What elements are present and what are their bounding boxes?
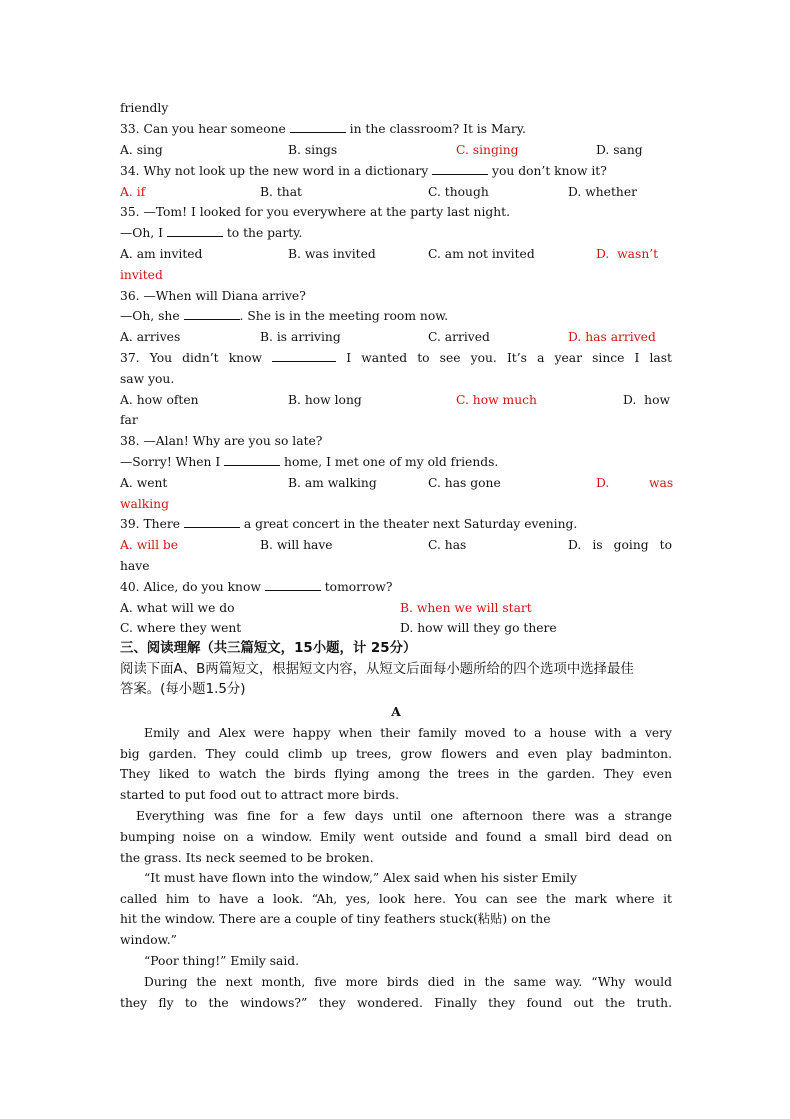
- option-d-answer-word: was: [649, 476, 674, 490]
- option-d: D. whether: [568, 185, 637, 199]
- question-38-options: [120, 473, 672, 493]
- passage-line: window.”: [120, 933, 177, 947]
- question-35-reply: —Oh, I to the party.: [120, 226, 303, 240]
- question-35-stem: 35. —Tom! I looked for you everywhere at the party last night.: [120, 205, 511, 219]
- passage-line: they fly to the windows?” they wondered. Finally they found out the truth.: [120, 996, 672, 1010]
- passage-line: “Poor thing!” Emily said.: [144, 954, 300, 968]
- option-b: B. how long: [288, 393, 362, 407]
- question-38-reply: —Sorry! When I home, I met one of my old friends.: [120, 455, 499, 469]
- question-36-options: [120, 327, 672, 347]
- question-40-options-row2: [120, 618, 672, 638]
- option-d-answer: D.: [596, 476, 610, 490]
- option-a: A. how often: [120, 393, 199, 407]
- option-b: B. will have: [260, 538, 333, 552]
- passage-line: the grass. Its neck seemed to be broken.: [120, 851, 374, 865]
- answer-blank: [265, 590, 321, 591]
- option-b: B. is arriving: [260, 330, 341, 344]
- passage-line: started to put food out to attract more birds.: [120, 788, 399, 802]
- option-d-continued: far: [120, 413, 138, 427]
- option-a: A. am invited: [120, 247, 203, 261]
- question-number: 33.: [120, 122, 140, 136]
- question-38-stem: 38. —Alan! Why are you so late?: [120, 434, 323, 448]
- question-34-stem: 34. Why not look up the new word in a dictionary you don’t know it?: [120, 164, 607, 178]
- option-d-answer-continued: walking: [120, 497, 169, 511]
- option-a: A. arrives: [120, 330, 181, 344]
- option-b: B. that: [260, 185, 302, 199]
- answer-blank: [184, 527, 240, 528]
- option-d-answer-continued: invited: [120, 268, 163, 282]
- question-35-options: [120, 244, 672, 264]
- question-37-stem-continued: saw you.: [120, 372, 175, 386]
- question-39-options: [120, 535, 672, 555]
- option-d: D. how: [623, 393, 670, 407]
- question-37-stem: 37. You didn’t know I wanted to see you. It’s a year since I last: [120, 351, 672, 365]
- option-c-answer: C. singing: [456, 143, 519, 157]
- question-40-options-row1: [120, 598, 672, 618]
- option-d: D. how will they go there: [400, 621, 557, 635]
- answer-blank: [290, 132, 346, 133]
- option-b: B. am walking: [288, 476, 377, 490]
- question-33-options: [120, 140, 672, 160]
- option-c: C. am not invited: [428, 247, 535, 261]
- option-c: C. has gone: [428, 476, 501, 490]
- option-b-answer: B. when we will start: [400, 601, 532, 615]
- answer-blank: [272, 361, 336, 362]
- option-d-continued: have: [120, 559, 150, 573]
- option-d: D. is going to: [568, 538, 672, 552]
- option-d-answer: D. wasn’t: [596, 247, 659, 261]
- top-fragment: friendly: [120, 101, 169, 115]
- answer-blank: [224, 465, 280, 466]
- question-36-reply: —Oh, she . She is in the meeting room now.: [120, 309, 449, 323]
- option-a-answer: A. if: [120, 185, 146, 199]
- section-instruction-continued: 答案。(每小题1.5分): [120, 682, 246, 697]
- option-a: A. sing: [120, 143, 163, 157]
- option-c: C. has: [428, 538, 467, 552]
- question-39-stem: 39. There a great concert in the theater next Saturday evening.: [120, 517, 578, 531]
- option-d-answer: D. has arrived: [568, 330, 656, 344]
- option-a: A. what will we do: [120, 601, 235, 615]
- option-a: A. went: [120, 476, 168, 490]
- passage-line: hit the window. There are a couple of tiny feathers stuck(粘贴) on the: [120, 912, 551, 926]
- passage-line: Everything was fine for a few days until one afternoon there was a strange: [136, 809, 672, 823]
- answer-blank: [167, 236, 223, 237]
- option-c: C. where they went: [120, 621, 242, 635]
- section-instruction: 阅读下面A、B两篇短文，根据短文内容，从短文后面每小题所给的四个选项中选择最佳: [120, 662, 634, 677]
- answer-blank: [184, 319, 240, 320]
- passage-line: During the next month, five more birds died in the same way. “Why would: [144, 975, 672, 989]
- passage-line: bumping noise on a window. Emily went outside and found a small bird dead on: [120, 830, 672, 844]
- option-c: C. though: [428, 185, 489, 199]
- passage-line: Emily and Alex were happy when their family moved to a house with a very: [144, 726, 672, 740]
- option-d: D. sang: [596, 143, 643, 157]
- passage-line: called him to have a look. “Ah, yes, look here. You can see the mark where it: [120, 892, 672, 906]
- passage-label: A: [391, 704, 401, 719]
- question-34-options: [120, 182, 672, 202]
- option-c: C. arrived: [428, 330, 490, 344]
- option-c-answer: C. how much: [456, 393, 537, 407]
- option-b: B. was invited: [288, 247, 376, 261]
- passage-line: big garden. They could climb up trees, grow flowers and even play badminton.: [120, 747, 672, 761]
- question-37-options: [120, 390, 672, 410]
- question-36-stem: 36. —When will Diana arrive?: [120, 289, 306, 303]
- option-a-answer: A. will be: [120, 538, 179, 552]
- question-40-stem: 40. Alice, do you know tomorrow?: [120, 580, 393, 594]
- answer-blank: [432, 174, 488, 175]
- passage-line: They liked to watch the birds flying among the trees in the garden. They even: [120, 767, 672, 781]
- question-33-stem: 33. Can you hear someone in the classroom? It is Mary.: [120, 122, 526, 136]
- passage-line: “It must have flown into the window,” Alex said when his sister Emily: [144, 871, 577, 885]
- option-b: B. sings: [288, 143, 338, 157]
- section-heading: 三、阅读理解（共三篇短文，15小题，计 25分）: [120, 641, 417, 656]
